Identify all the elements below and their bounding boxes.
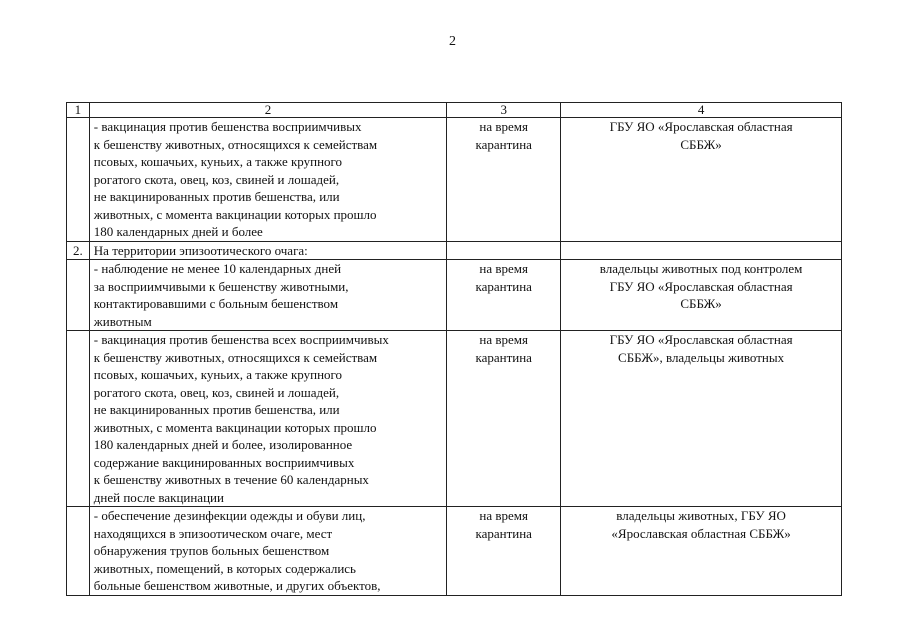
header-cell-1: 1 xyxy=(67,103,90,118)
table-row xyxy=(67,331,842,507)
table-header-row xyxy=(67,103,842,118)
term-line: на время xyxy=(479,261,529,276)
measure-line: к бешенству животных в течение 60 календарных xyxy=(93,472,369,487)
measure-line: 180 календарных дней и более xyxy=(93,224,263,239)
responsible-cell xyxy=(561,241,842,260)
term-line: на время xyxy=(479,508,529,523)
measure-line: - вакцинация против бешенства восприимчивых xyxy=(93,119,362,134)
responsible-line: ГБУ ЯО «Ярославская областная xyxy=(609,119,793,134)
responsible-line: владельцы животных под контролем xyxy=(599,261,803,276)
section-heading: На территории эпизоотического очага: xyxy=(89,241,446,260)
measure-line: 180 календарных дней и более, изолированное xyxy=(93,437,353,452)
term-cell xyxy=(447,260,561,331)
term-cell xyxy=(447,118,561,242)
responsible-line: «Ярославская областная СББЖ» xyxy=(611,525,791,541)
row-number xyxy=(67,118,90,242)
term-line: карантина xyxy=(475,136,532,152)
term-line: карантина xyxy=(475,525,532,541)
measure-cell xyxy=(89,118,446,242)
measure-line: животных, с момента вакцинации которых прошло xyxy=(93,419,377,435)
measure-line: псовых, кошачьих, куньих, а также крупного xyxy=(93,367,343,382)
header-cell-2: 2 xyxy=(89,103,446,118)
page-number: 2 xyxy=(449,34,456,49)
measure-line: за восприимчивыми к бешенству животными, xyxy=(93,278,349,294)
measure-line: не вакцинированных против бешенства, или xyxy=(93,189,340,204)
term-cell xyxy=(447,507,561,596)
measure-line: к бешенству животных, относящихся к семействам xyxy=(93,349,378,365)
measure-line: обнаружения трупов больных бешенством xyxy=(93,543,330,558)
measure-line: - наблюдение не менее 10 календарных дней xyxy=(93,261,342,276)
measure-line: содержание вакцинированных восприимчивых xyxy=(93,454,355,470)
header-cell-4: 4 xyxy=(561,103,842,118)
measure-cell xyxy=(89,260,446,331)
term-line: карантина xyxy=(475,278,532,294)
responsible-line: ГБУ ЯО «Ярославская областная xyxy=(609,332,793,347)
term-cell xyxy=(447,331,561,507)
responsible-line: владельцы животных, ГБУ ЯО xyxy=(616,508,786,523)
row-number xyxy=(67,331,90,507)
responsible-line: СББЖ» xyxy=(680,136,722,152)
responsible-cell xyxy=(561,331,842,507)
table-row xyxy=(67,241,842,260)
table-row xyxy=(67,260,842,331)
measure-line: псовых, кошачьих, куньих, а также крупного xyxy=(93,154,343,169)
term-line: на время xyxy=(479,332,529,347)
row-number xyxy=(67,260,90,331)
table-row xyxy=(67,507,842,596)
term-line: на время xyxy=(479,119,529,134)
measure-line: контактировавшими с больным бешенством xyxy=(93,296,339,311)
table-row xyxy=(67,118,842,242)
measures-table xyxy=(66,102,842,596)
measure-line: животных, помещений, в которых содержались xyxy=(93,560,356,576)
measure-line: - обеспечение дезинфекции одежды и обуви лиц, xyxy=(93,508,366,523)
term-line: карантина xyxy=(475,349,532,365)
responsible-cell xyxy=(561,118,842,242)
measure-line: находящихся в эпизоотическом очаге, мест xyxy=(93,525,333,541)
measure-cell xyxy=(89,331,446,507)
responsible-line: ГБУ ЯО «Ярославская областная xyxy=(609,278,793,294)
measure-line: - вакцинация против бешенства всех восприимчивых xyxy=(93,332,389,347)
measure-line: рогатого скота, овец, коз, свиней и лошадей, xyxy=(93,171,340,187)
measure-line: больные бешенством животные, и других объектов, xyxy=(93,578,381,593)
measure-cell xyxy=(89,507,446,596)
header-cell-3: 3 xyxy=(447,103,561,118)
measure-line: животных, с момента вакцинации которых прошло xyxy=(93,206,377,222)
responsible-cell xyxy=(561,260,842,331)
row-number xyxy=(67,507,90,596)
responsible-line: СББЖ», владельцы животных xyxy=(618,349,785,365)
responsible-cell xyxy=(561,507,842,596)
term-cell xyxy=(447,241,561,260)
measure-line: не вакцинированных против бешенства, или xyxy=(93,402,340,417)
measure-line: к бешенству животных, относящихся к семействам xyxy=(93,136,378,152)
measure-line: дней после вакцинации xyxy=(93,489,224,505)
measure-line: животным xyxy=(93,313,152,329)
responsible-line: СББЖ» xyxy=(680,296,722,311)
row-number: 2. xyxy=(67,241,90,260)
measure-line: рогатого скота, овец, коз, свиней и лошадей, xyxy=(93,384,340,400)
